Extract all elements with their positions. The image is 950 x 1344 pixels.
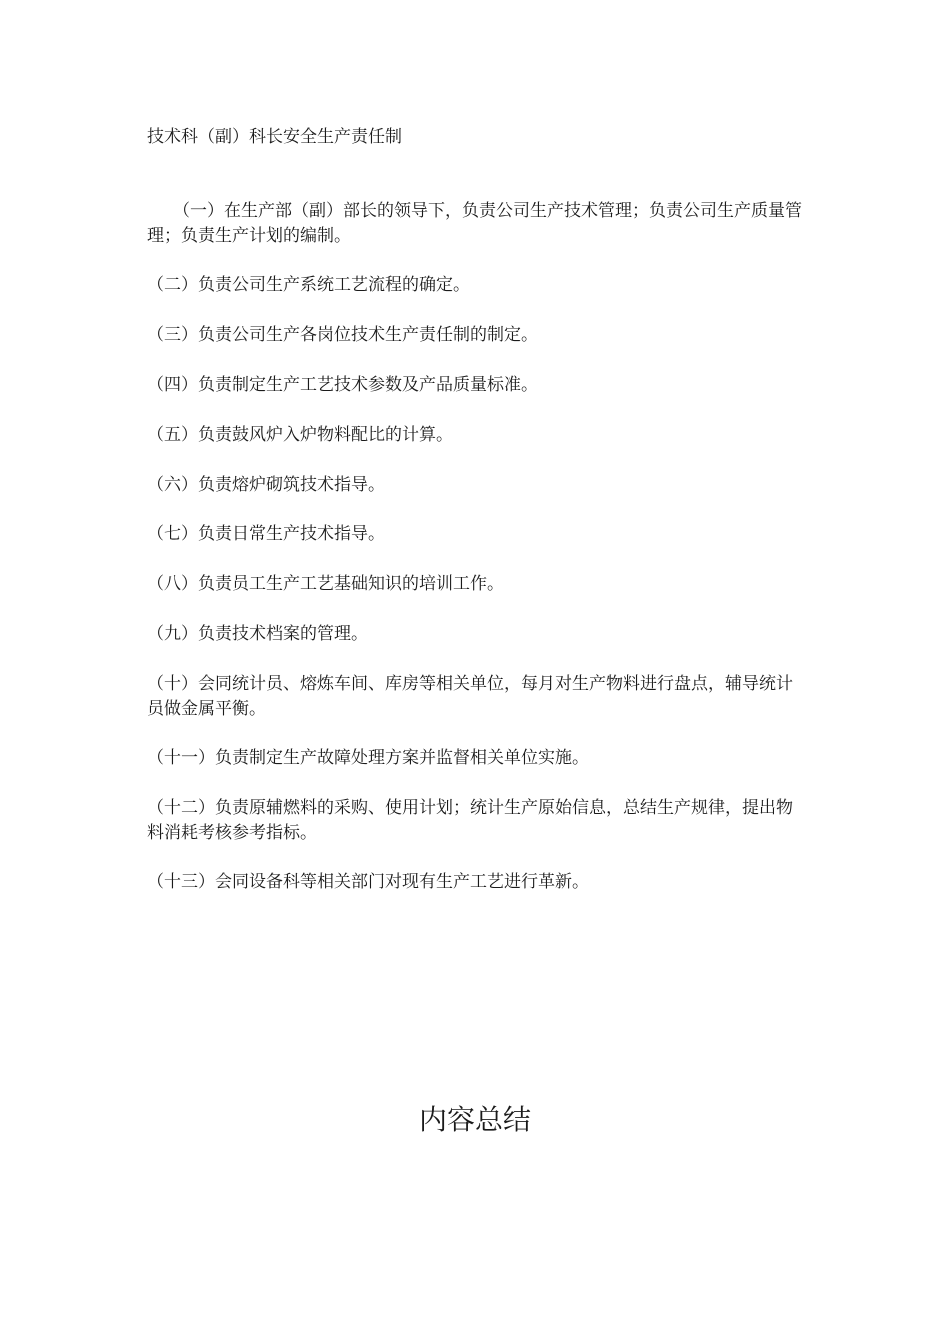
clause-3: （三）负责公司生产各岗位技术生产责任制的制定。	[147, 325, 538, 345]
clause-12: （十二）负责原辅燃料的采购、使用计划；统计生产原始信息，总结生产规律，提出物料消耗考核参考指标。	[147, 798, 793, 843]
clause-6: （六）负责熔炉砌筑技术指导。	[147, 475, 385, 495]
summary-heading: 内容总结	[418, 1103, 531, 1136]
clause-10: （十）会同统计员、熔炼车间、库房等相关单位，每月对生产物料进行盘点，辅导统计员做金属平衡。	[147, 674, 793, 719]
clause-11: （十一）负责制定生产故障处理方案并监督相关单位实施。	[147, 748, 589, 768]
clause-4: （四）负责制定生产工艺技术参数及产品质量标准。	[147, 375, 538, 395]
clause-2: （二）负责公司生产系统工艺流程的确定。	[147, 275, 470, 295]
clause-9: （九）负责技术档案的管理。	[147, 624, 368, 644]
clause-5: （五）负责鼓风炉入炉物料配比的计算。	[147, 425, 453, 445]
document-title: 技术科（副）科长安全生产责任制	[147, 127, 402, 147]
clause-1: （一）在生产部（副）部长的领导下，负责公司生产技术管理；负责公司生产质量管理；负责生产计划的编制。	[147, 201, 802, 246]
clause-8: （八）负责员工生产工艺基础知识的培训工作。	[147, 574, 504, 594]
clause-13: （十三）会同设备科等相关部门对现有生产工艺进行革新。	[147, 872, 589, 892]
clause-7: （七）负责日常生产技术指导。	[147, 524, 385, 544]
